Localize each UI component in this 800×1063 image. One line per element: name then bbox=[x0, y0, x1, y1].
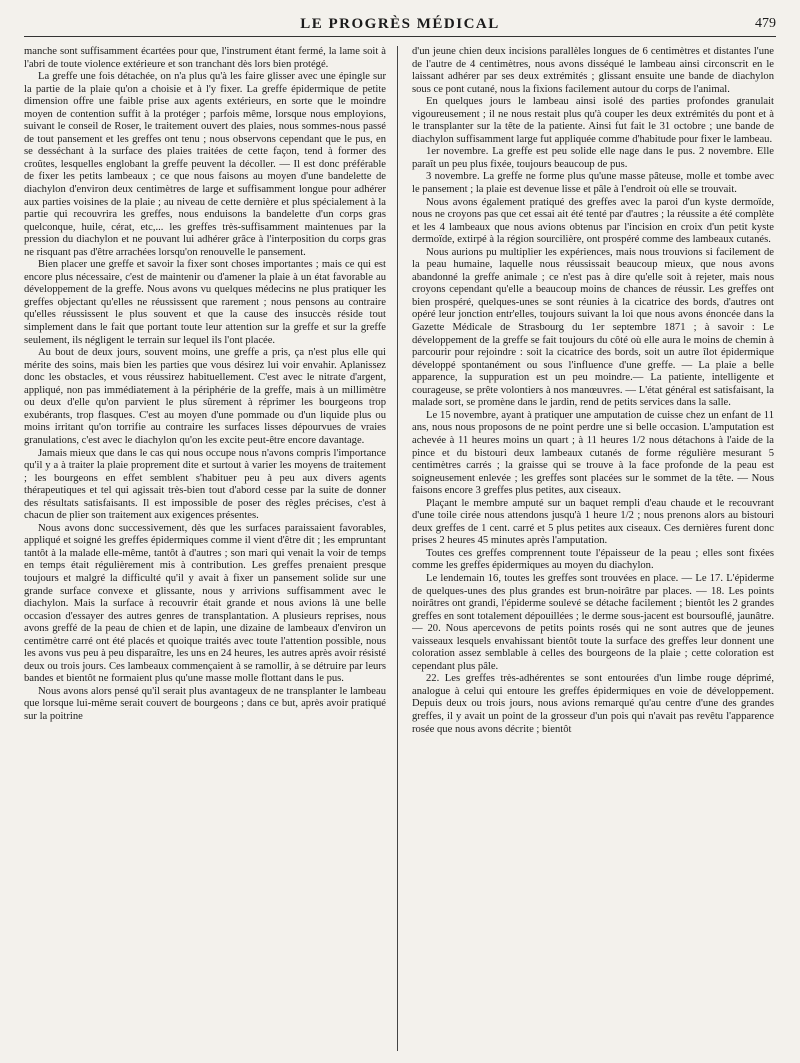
paragraph: En quelques jours le lambeau ainsi isolé des parties profondes granulait vigoureusement ; il ne nous restait plus qu'à couper les deux extrémités du pont et à le transplanter sur la tête de la patiente. Ainsi fut fait le 31 octobre ; une bande de diachylon suffisamment large fut appliquée comme d'habitude pour fixer le lambeau. bbox=[412, 96, 774, 145]
paragraph: Le 15 novembre, ayant à pratiquer une amputation de cuisse chez un enfant de 11 ans, nous nous proposons de ne point perdre une si belle occasion. L'amputation est achevée à 11 heures moins un quart ; à 11 heures 1/2 nous détachons à l'aide de la pince et du bistouri deux lambeaux cutanés de forme régulière mesurant 5 centimètres carrés ; la graisse qui se trouve à la face profonde de la peau est soigneusement enlevée ; les greffes sont placées sur le sommet de la tête. — Nous faisons encore 3 greffes plus petites, aux ciseaux. bbox=[412, 409, 774, 497]
paragraph: La greffe une fois détachée, on n'a plus qu'à les faire glisser avec une épingle sur la partie de la plaie qu'on a choisie et à l'y fixer. La greffe épidermique de petite dimension offre une faible prise aux agents extérieurs, en sorte que le moindre moyen de contention suffit à la protéger ; parfois même, lorsque nous employions, suivant le conseil de Roser, le traitement ouvert des plaies, nous sommes-nous passé de tout pansement et les greffes ont tenu ; nous observons cependant que le pus, en se desséchant à la surface des plaies traitées de cette façon, tend à former des croûtes, lesquelles englobant la greffe peuvent la décoller. — Il est donc préférable de fixer les petits lambeaux ; ce que nous faisons au moyen d'une bandelette de diachylon d'environ deux centimètres de large et suffisamment longue pour adhérer aux parties voisines de la plaie ; au niveau de cette dernière et plus spécialement à la partie qui recouvrira les greffes, nous enduisons la bandelette d'un corps gras quelconque, huile, cérat, etc,... les greffes très-suffisamment maintenues par la pression du diachylon et ne pouvant lui adhérer grâce à l'interposition du corps gras ne risquant pas d'être arrachées lorsqu'on renouvelle le pansement. bbox=[24, 71, 386, 258]
paragraph: 22. Les greffes très-adhérentes se sont entourées d'un limbe rouge déprimé, analogue à celui qui entoure les greffes épidermiques en voie de développement. Depuis deux ou trois jours, nous avions remarqué qu'au centre d'une des grandes greffes, il y avait un point de la grosseur d'un pois qui n'avait pas revêtu l'apparence rosée que nous avons décrite ; bientôt bbox=[412, 673, 774, 735]
paragraph: Au bout de deux jours, souvent moins, une greffe a pris, ça n'est plus elle qui mérite des soins, mais bien les parties que vous désirez lui voir envahir. Aplanissez donc les obstacles, et vous réussirez habituellement. C'est avec le nitrate d'argent, appliqué, non pas immédiatement à la périphérie de la greffe, mais à un millimètre ou deux d'elle qu'on parvient le plus sûrement à réprimer les bourgeons trop exubérants, trop flasques. C'est au moyen d'une pommade ou d'un liquide plus ou moins irritant qu'on torrifie au contraire les surfaces lisses dépourvues de vraies granulations, c'est avec le diachylon qu'on les excite peut-être encore davantage. bbox=[24, 347, 386, 446]
running-header bbox=[24, 14, 776, 37]
paragraph: Toutes ces greffes comprennent toute l'épaisseur de la peau ; elles sont fixées comme les greffes épidermiques au moyen du diachylon. bbox=[412, 547, 774, 572]
paragraph: d'un jeune chien deux incisions parallèles longues de 6 centimètres et distantes l'une de l'autre de 4 centimètres, nous avons disséqué le lambeau ainsi circonscrit en le laissant adhérer par ses deux extrémités ; glissant ensuite une bande de diachylon sous ce pont cutané, nous la fixions facilement autour du corps de l'animal. bbox=[412, 46, 774, 95]
page-number: 479 bbox=[755, 16, 776, 31]
paragraph: Bien placer une greffe et savoir la fixer sont choses importantes ; mais ce qui est encore plus nécessaire, c'est de maintenir ou d'amener la plaie à un état favorable au développement de la greffe. Nous avons vu quelques médecins ne plus pratiquer les greffes objectant qu'elles ne réussissent que rarement ; nous pensons au contraire qu'elles réussissent le plus souvent et que la cause des insuccès réside tout simplement dans le fait que portant toute leur attention sur la greffe et sur la greffe seulement, ils négligent le terrain sur lequel ils l'ont placée. bbox=[24, 259, 386, 346]
paragraph: Le lendemain 16, toutes les greffes sont trouvées en place. — Le 17. L'épiderme de quelques-unes des plus grandes est brun-noirâtre par places. — 18. Les points noirâtres ont grandi, l'épiderme soulevé se détache facilement ; bientôt les 2 grandes greffes en sont totalement dépouillées ; le derme sous-jacent est boursouflé, jaunâtre. — 20. Nous apercevons de petits points rosés qui ne sont autres que de jeunes vaisseaux lesquels envahissant bientôt toute la surface des greffes leur donnent une coloration assez semblable à celles des bourgeons de la plaie ; cette coloration est cependant plus pâle. bbox=[412, 572, 774, 672]
paragraph: Nous avons donc successivement, dès que les surfaces paraissaient favorables, appliqué et soigné les greffes épidermiques comme il vient d'être dit ; les empruntant tantôt à la malade elle-même, tantôt à d'autres ; son mari qui venait la voir de temps en temps était régulièrement mis à contribution. Les greffes prenaient presque toujours et malgré la difficulté qu'il y avait à fixer un pansement solide sur une grande surface convexe et glissante, nous y arrivions suffisamment avec le diachylon. Mais la surface à recouvrir était grande et nous avions là une belle occasion d'essayer des autres genres de transplantation. A plusieurs reprises, nous avons greffé de la peau de chien et de lapin, une dizaine de lambeaux d'environ un centimètre carré ont été placés et quoique traités avec toute l'attention possible, nous les avons vus peu à peu disparaître, les uns en 24 heures, les autres après avoir résisté deux ou trois jours. Ces lambeaux commençaient à se ramollir, à se détruire par leurs bandes et bientôt ne formaient plus qu'une masse molle flottant dans le pus. bbox=[24, 522, 386, 685]
left-column bbox=[24, 46, 386, 1051]
paragraph: 1er novembre. La greffe est peu solide elle nage dans le pus. 2 novembre. Elle paraît un peu plus fixée, toujours beaucoup de pus. bbox=[412, 146, 774, 170]
paragraph: Nous avons également pratiqué des greffes avec la paroi d'un kyste dermoïde, nous ne croyons pas que cet essai ait été tenté par d'autres ; la réussite a été complète et les 4 lambeaux que nous avions obtenus par l'incision en croix d'un petit kyste dermoïde, extirpé à la région sourcilière, ont prospéré comme des lambeaux cutanés. bbox=[412, 196, 774, 246]
paragraph: Nous avons alors pensé qu'il serait plus avantageux de ne transplanter le lambeau que lorsque lui-même serait couvert de bourgeons ; dans ce but, après avoir pratiqué sur la poitrine bbox=[24, 685, 386, 722]
paragraph: Plaçant le membre amputé sur un baquet rempli d'eau chaude et le recouvrant d'une toile cirée nous attendons jusqu'à 1 heure 1/2 ; nous prenons alors au bistouri deux greffes de 1 cent. carré et 5 plus petites aux ciseaux. Ces dernières furent donc prises 2 heures 45 minutes après l'amputation. bbox=[412, 497, 774, 547]
paragraph: Nous aurions pu multiplier les expériences, mais nous trouvions si facilement de la peau humaine, laquelle nous réussissait beaucoup mieux, que nous avons abandonné la greffe animale ; ce n'est pas à dire qu'elle soit à rejeter, mais nous croyons cependant qu'elle a beaucoup moins de chances de réussir. Les greffes ont bien prospéré, quelques-unes se sont réunies à la cicatrice des bords, d'autres ont opéré leur jonction entr'elles, toujours suivant la loi que nous avons énoncée dans la Gazette Médicale de Strasbourg du 1er septembre 1871 ; à savoir : Le développement de la greffe se fait toujours du côté où elle aura le moins de chemin à parcourir pour rejoindre : soit la cicatrice des bords, soit un autre îlot épidermique développé spontanément ou sous l'influence d'une greffe. — La plaie a belle apparence, la suppuration est un peu moindre.— La patiente, intelligente et courageuse, se prête volontiers à nos manœuvres. — L'état général est satisfaisant, la malade sort, se promène dans le jardin, rend de petits services dans la salle. bbox=[412, 246, 774, 409]
paragraph: 3 novembre. La greffe ne forme plus qu'une masse pâteuse, molle et tombe avec le pansement ; la plaie est devenue lisse et pâle à l'endroit où elle se trouvait. bbox=[412, 171, 774, 196]
paragraph: Jamais mieux que dans le cas qui nous occupe nous n'avons compris l'importance qu'il y a à traiter la plaie proprement dite et surtout à varier les moyens de traitement ; les bourgeons en effet semblent s'habituer peu à peu aux divers agents thérapeutiques et tel qui agissait très-bien tout d'abord cesse par la suite de donner des résultats satisfaisants. Il est impossible de poser des règles précises, c'est à chacun de plier son traitement aux exigences présentes. bbox=[24, 447, 386, 522]
right-column bbox=[412, 46, 774, 1051]
column-divider bbox=[397, 46, 398, 1051]
journal-title: LE PROGRÈS MÉDICAL bbox=[300, 16, 500, 32]
paragraph: manche sont suffisamment écartées pour que, l'instrument étant fermé, la lame soit à l'abri de toute violence extérieure et son tranchant dès lors bien protégé. bbox=[24, 46, 386, 70]
